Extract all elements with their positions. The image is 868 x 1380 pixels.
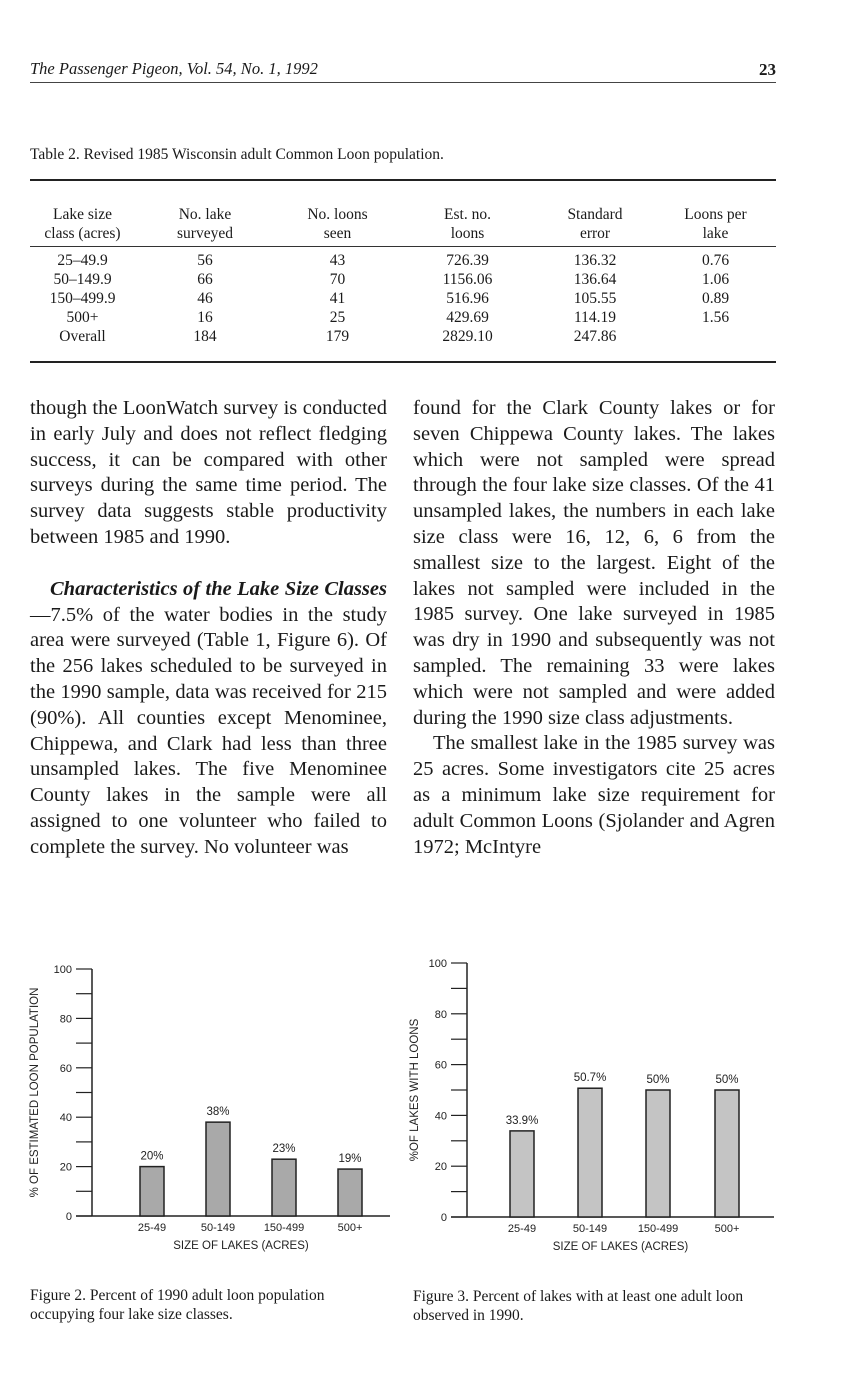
table-cell: 56 (197, 252, 213, 269)
section-heading: Characteristics of the Lake Size Classes (50, 577, 387, 600)
table-cell: 43 (329, 252, 346, 269)
page-number: 23 (759, 60, 776, 79)
y-tick-label: 40 (434, 1110, 447, 1123)
table-cell: 726.39 (446, 252, 489, 269)
y-tick-label: 0 (440, 1212, 447, 1224)
column-header: Lake size class (acres) (30, 181, 135, 247)
x-tick-label: 500+ (714, 1223, 740, 1235)
table-row (30, 270, 776, 289)
column-header: No. loons seen (275, 181, 400, 247)
table-caption: Table 2. Revised 1985 Wisconsin adult Common Loon population. (30, 146, 444, 163)
table-cell: 1156.06 (442, 271, 493, 288)
table-cell: Overall (59, 328, 106, 345)
x-axis-label: SIZE OF LAKES (ACRES) (552, 1241, 689, 1253)
paragraph: The smallest lake in the 1985 survey was 25 acres. Some investigators cite 25 acres as a minimum lake size requirement for adult Common Loons (Sjolander and Agren 1972; McIntyre (413, 732, 775, 858)
column-header: No. lake surveyed (135, 181, 275, 247)
table-cell: 105.55 (573, 290, 617, 307)
x-tick-label: 25-49 (507, 1223, 537, 1235)
table-row (30, 327, 776, 361)
data-label: 50% (715, 1074, 739, 1086)
table-cell: 136.64 (573, 271, 617, 288)
y-axis-label: % OF ESTIMATED LOON POPULATION (29, 987, 41, 1198)
figure-2-chart (20, 950, 400, 1260)
bar (715, 1090, 739, 1217)
y-tick-label: 0 (65, 1211, 72, 1223)
table-2 (30, 179, 776, 363)
bar (510, 1131, 534, 1217)
table-cell: 184 (193, 328, 217, 345)
table-cell: 114.19 (573, 309, 617, 326)
bar-chart (20, 950, 400, 1260)
bar (140, 1167, 164, 1216)
data-label: 50.7% (573, 1072, 607, 1085)
paragraph: found for the Clark County lakes or for seven Chippewa County lakes. The lakes which were not sampled were spread through the four lake size classes. Of the 41 unsampled lakes, the numbers in each lake size class were 16, 12, 6, 6 from the smallest size to the largest. Eight of the lakes not sampled were included in the 1985 survey. One lake surveyed in 1985 was dry in 1990 and subsequently was not sampled. The remaining 33 were lakes which were not sampled and were added during the 1990 size class adjustments. (413, 397, 775, 729)
x-tick-label: 150-499 (263, 1222, 305, 1234)
y-tick-label: 40 (59, 1112, 72, 1125)
table-cell: 429.69 (446, 309, 489, 326)
column-header: Standard error (535, 181, 655, 247)
table-cell: 25 (329, 309, 346, 326)
data-label: 20% (140, 1150, 164, 1163)
y-axis-label: %OF LAKES WITH LOONS (409, 1018, 421, 1162)
bar (272, 1159, 296, 1216)
bar (578, 1088, 602, 1217)
population-table (30, 181, 776, 361)
table-cell: 50–149.9 (53, 271, 112, 288)
figure-3-caption: Figure 3. Percent of lakes with at least one adult loon observed in 1990. (413, 1288, 744, 1324)
column-header: Loons per lake (655, 181, 776, 247)
running-header (30, 59, 776, 83)
table-row (30, 247, 776, 271)
y-tick-label: 80 (59, 1013, 72, 1026)
figure-3-chart (400, 945, 790, 1260)
column-header: Est. no. loons (400, 181, 535, 247)
figure-2-caption: Figure 2. Percent of 1990 adult loon population occupying four lake size classes. (30, 1287, 325, 1323)
table-cell: 0.89 (701, 290, 730, 307)
data-label: 50% (646, 1074, 670, 1086)
table-cell: 1.06 (701, 271, 730, 288)
bar (338, 1169, 362, 1216)
table-row (30, 308, 776, 327)
table-bottom-rule (30, 361, 776, 363)
y-tick-label: 20 (59, 1161, 72, 1174)
y-tick-label: 100 (53, 964, 72, 976)
y-tick-label: 100 (428, 958, 447, 970)
table-cell: 66 (197, 271, 213, 288)
x-axis-label: SIZE OF LAKES (ACRES) (173, 1240, 309, 1252)
table-cell (655, 327, 776, 361)
data-label: 19% (338, 1153, 362, 1166)
table-cell: 247.86 (573, 328, 617, 345)
table-cell: 70 (329, 271, 346, 288)
text-column-left (30, 396, 387, 861)
table-cell: 46 (197, 290, 213, 307)
table-row (30, 289, 776, 308)
table-cell: 2829.10 (442, 328, 493, 345)
y-tick-label: 80 (434, 1008, 447, 1021)
y-tick-label: 20 (434, 1161, 447, 1174)
table-cell: 25–49.9 (57, 252, 108, 269)
x-tick-label: 50-149 (200, 1222, 236, 1234)
data-label: 33.9% (505, 1114, 539, 1127)
data-label: 23% (272, 1143, 296, 1156)
table-cell: 41 (329, 290, 346, 307)
table-cell: 136.32 (573, 252, 617, 269)
text-column-right (413, 396, 775, 860)
table-cell: 150–499.9 (49, 290, 116, 307)
table-cell: 16 (197, 309, 213, 326)
x-tick-label: 50-149 (572, 1223, 608, 1235)
x-tick-label: 500+ (337, 1222, 363, 1234)
y-tick-label: 60 (59, 1062, 72, 1075)
table-cell: 0.76 (701, 252, 730, 269)
paragraph: Characteristics of the Lake Size Classes—7.5% of the water bodies in the study area were surveyed (Table 1, Figure 6). Of the 256 lakes scheduled to be surveyed in the 1990 sample, data was received for 215 (90%). All counties except Menominee, Chippewa, and Clark had less than three unsampled lakes. The five Menominee County lakes in the sample were all assigned to one volunteer who failed to complete the survey. No volunteer was (30, 577, 387, 858)
x-tick-label: 25-49 (137, 1222, 167, 1234)
table-cell: 516.96 (446, 290, 489, 307)
y-tick-label: 60 (434, 1059, 447, 1072)
table-header-row (30, 181, 776, 247)
table-cell: 1.56 (701, 309, 730, 326)
bar (646, 1090, 670, 1217)
table-cell: 179 (325, 328, 350, 345)
table-cell: 500+ (66, 309, 99, 326)
bar (206, 1122, 230, 1216)
paragraph: though the LoonWatch survey is conducted in early July and does not reflect fledging success, it can be compared with other surveys during the same time period. The survey data suggests stable productivity between 1985 and 1990. (30, 397, 387, 548)
journal-citation: The Passenger Pigeon, Vol. 54, No. 1, 1992 (30, 59, 318, 78)
bar-chart (400, 945, 790, 1260)
data-label: 38% (206, 1106, 230, 1119)
x-tick-label: 150-499 (637, 1223, 679, 1235)
